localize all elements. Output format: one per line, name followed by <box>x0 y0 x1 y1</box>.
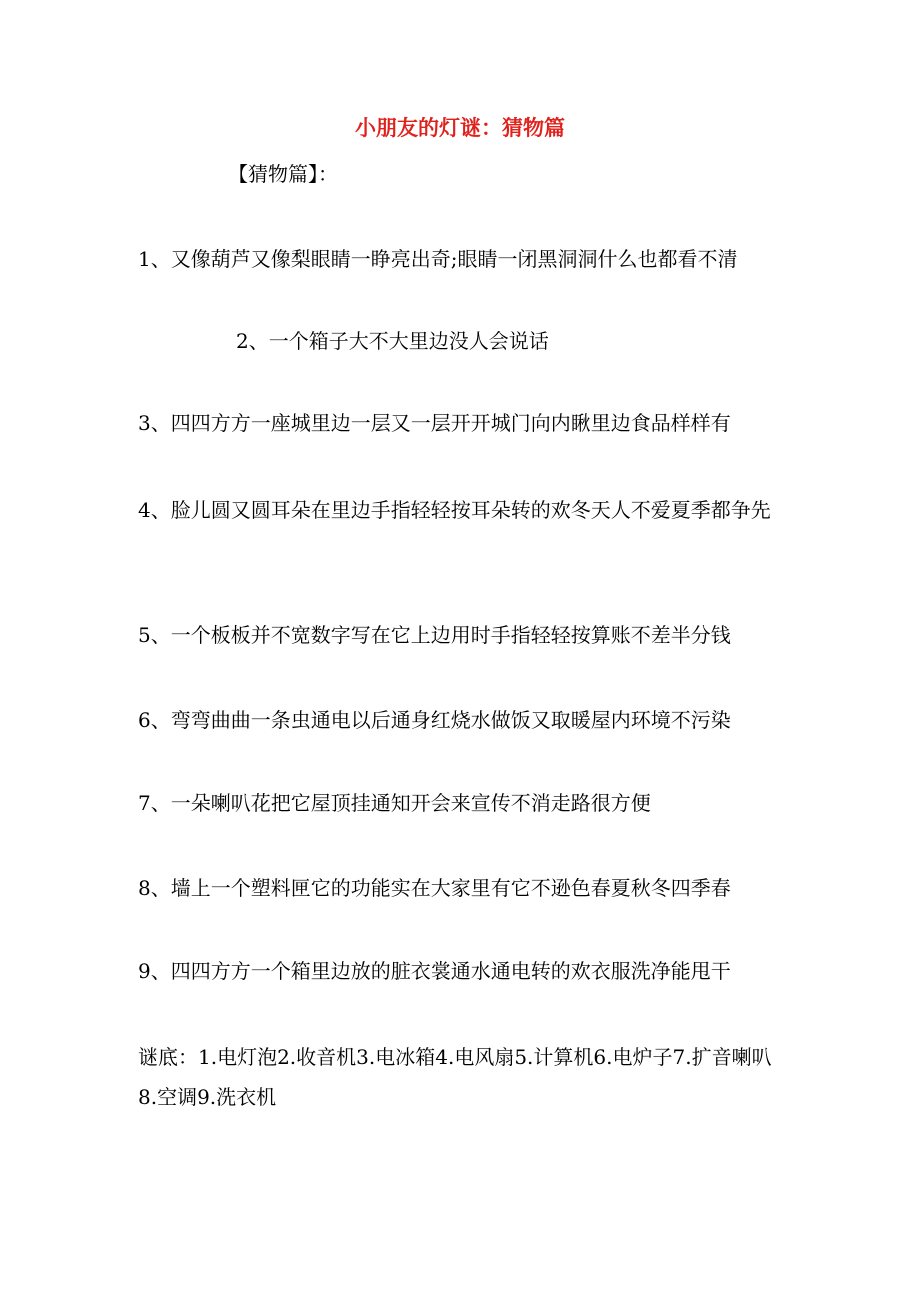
riddle-5: 5、一个板板并不宽数字写在它上边用时手指轻轻按算账不差半分钱 <box>138 623 731 647</box>
riddle-4: 4、脸儿圆又圆耳朵在里边手指轻轻按耳朵转的欢冬天人不爱夏季都争先 <box>138 498 771 522</box>
riddle-6: 6、弯弯曲曲一条虫通电以后通身红烧水做饭又取暖屋内环境不污染 <box>138 708 731 732</box>
riddle-1: 1、又像葫芦又像梨眼睛一睁亮出奇;眼睛一闭黑洞洞什么也都看不清 <box>138 247 738 271</box>
riddle-7: 7、一朵喇叭花把它屋顶挂通知开会来宣传不消走路很方便 <box>138 791 651 815</box>
riddle-3: 3、四四方方一座城里边一层又一层开开城门向内瞅里边食品样样有 <box>138 411 731 435</box>
answers: 谜底：1.电灯泡2.收音机3.电冰箱4.电风扇5.计算机6.电炉子7.扩音喇叭8.空调9.洗衣机 <box>138 1045 772 1109</box>
document-title: 小朋友的灯谜：猜物篇 <box>355 115 565 140</box>
riddle-8: 8、墙上一个塑料匣它的功能实在大家里有它不逊色春夏秋冬四季春 <box>138 876 731 900</box>
riddle-9: 9、四四方方一个箱里边放的脏衣裳通水通电转的欢衣服洗净能甩干 <box>138 959 731 983</box>
section-label: 【猜物篇】： <box>228 162 338 186</box>
riddle-2: 2、一个箱子大不大里边没人会说话 <box>236 329 549 353</box>
